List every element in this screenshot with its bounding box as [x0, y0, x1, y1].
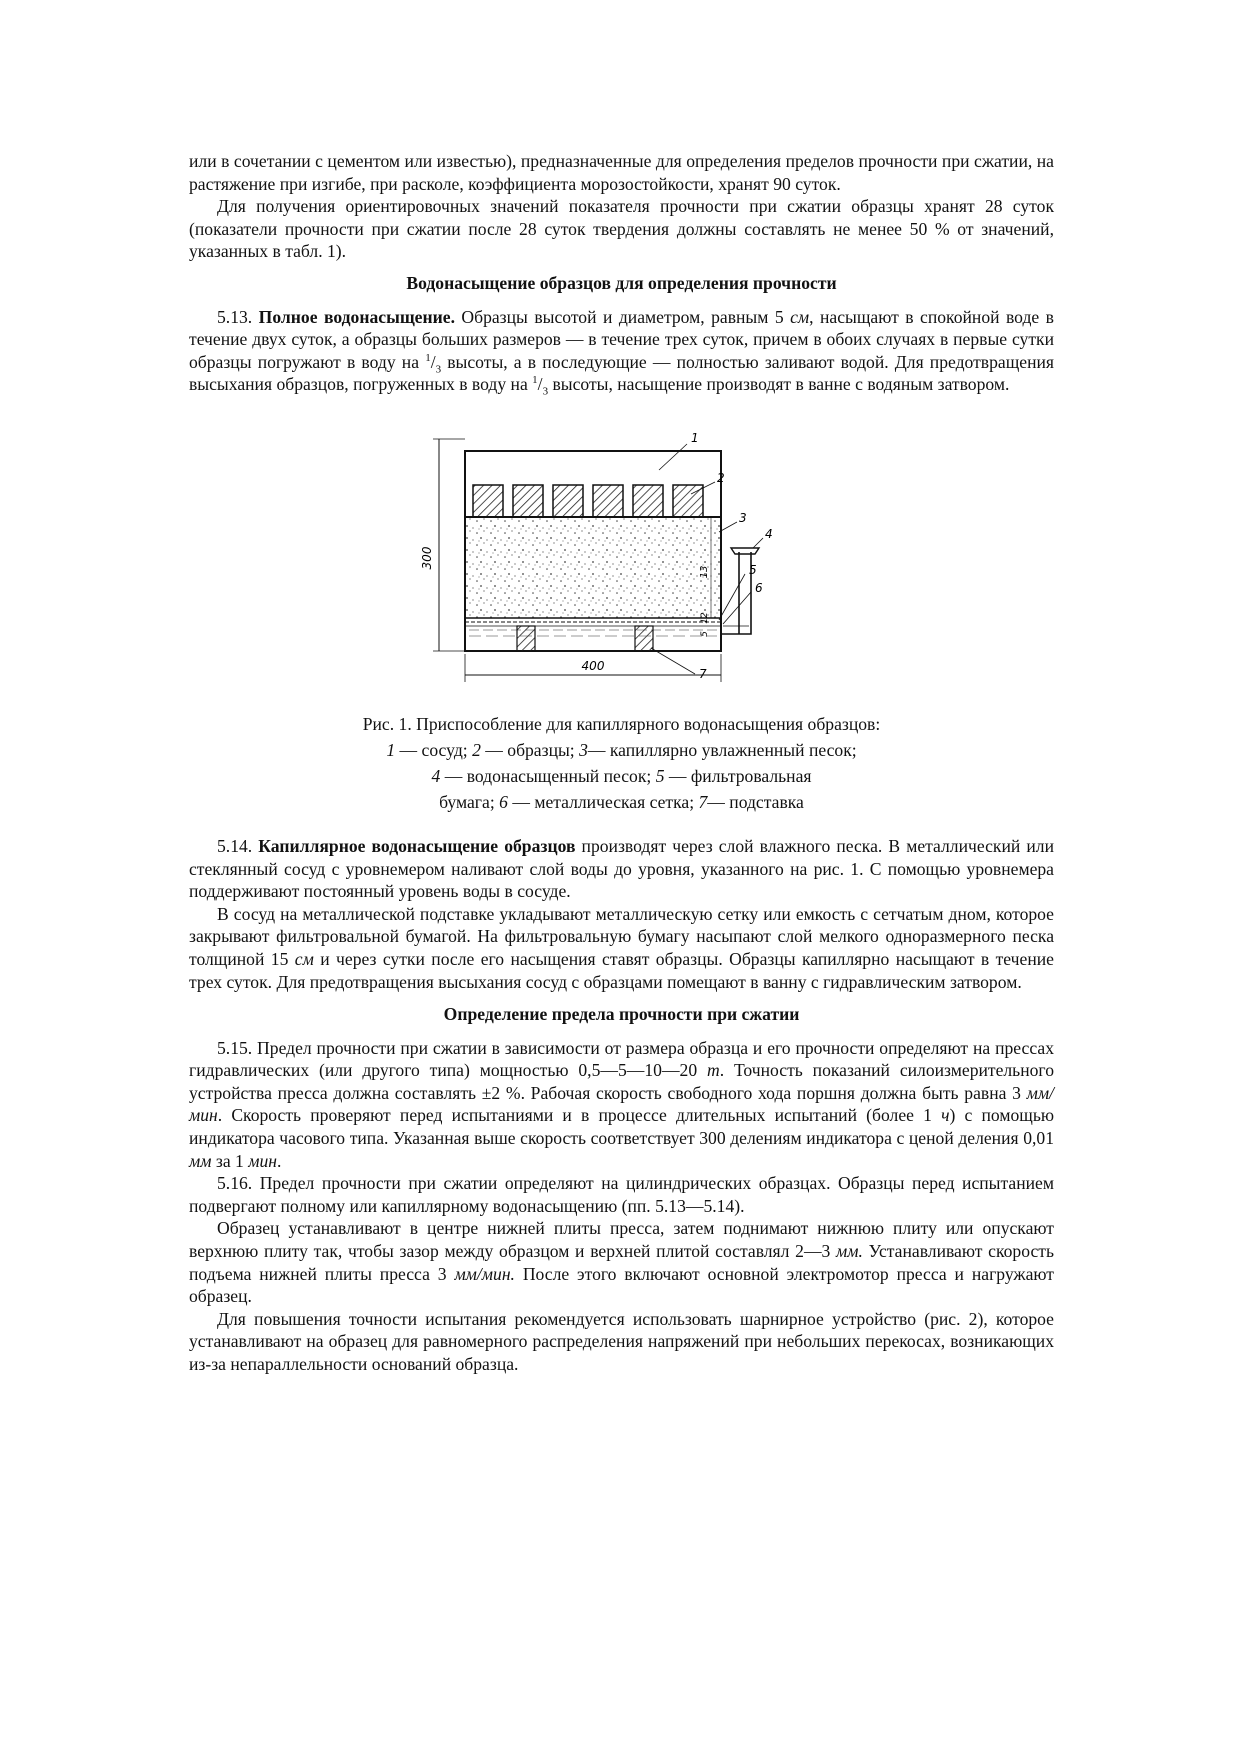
term-capillary-saturation: Капиллярное водонасыщение образцов [258, 835, 576, 856]
paragraph-5-16: 5.16. Предел прочности при сжатии определяют на цилиндрических образцах. Образцы перед испытанием подвергают полному или капиллярному водонасыщению (пп. 5.13—5.14). [189, 1173, 1054, 1216]
dim-5-label: 5 [700, 631, 710, 637]
document-page [189, 150, 1054, 1376]
label-1: 1 [691, 430, 699, 445]
figure-1-caption: Рис. 1. Приспособление для капиллярного водонасыщения образцов: 1 — сосуд; 2 — образцы; 3— капиллярно увлажненный песок; 4 — водонасыщенный песок; 5 — фильтровальная бумага; 6 — металлическая сетка; 7— подставка [362, 713, 881, 812]
samples [473, 485, 703, 517]
paragraph-5-16-c: Для повышения точности испытания рекомендуется использовать шарнирное устройство (рис. 2), которое устанавливают на образец для равномерного распределения напряжений при небольших перекосах, возникающих из-за непараллельности оснований образца. [189, 1308, 1054, 1374]
paragraph-5-13: 5.13. Полное водонасыщение. Образцы высотой и диаметром, равным 5 см, насыщают в спокойной воде в течение двух суток, а образцы больших размеров — в течение трех суток, причем в обоих случаях в первые сутки образцы погружают в воду на $^1/_3$ высоты, а в последующие — полностью заливают водой. Для предотвращения высыхания образцов, погруженных в воду на $^1/_3$ высоты, насыщение производят в ванне с водяным затвором. [189, 306, 1054, 398]
paragraph-intro-2: Для получения ориентировочных значений показателя прочности при сжатии образцы хранят 28 суток (показатели прочности при сжатии после 28 суток твердения должны составлять не менее 50 % от значений, указанных в табл. 1). [189, 196, 1054, 262]
section-heading-water-saturation: Водонасыщение образцов для определения прочности [406, 272, 837, 293]
term-full-saturation: Полное водонасыщение. [258, 306, 455, 327]
label-6: 6 [755, 580, 763, 595]
paragraph-5-14-b: В сосуд на металлической подставке укладывают металлическую сетку или емкость с сетчатым дном, которое закрывают фильтровальной бумагой. На фильтровальную бумагу насыпают слой мелкого одноразмерного песка толщиной 15 см и через сутки после его насыщения ставят образцы. Образцы капиллярно насыщают в течение трех суток. Для предотвращения высыхания сосуд с образцами помещают в ванну с гидравлическим затвором. [189, 903, 1054, 992]
label-4: 4 [765, 526, 773, 541]
dim-12-label: 12 [700, 612, 710, 624]
label-2: 2 [717, 470, 725, 485]
dim-width-label: 400 [581, 658, 605, 673]
paragraph-5-16-b: Образец устанавливают в центре нижней плиты пресса, затем поднимают нижнюю плиту или опускают верхнюю плиту так, чтобы зазор между образцом и верхней плитой составлял 2—3 мм. Устанавливают скорость подъема нижней плиты пресса 3 мм/мин. После этого включают основной электромотор пресса и нагружают образец. [189, 1218, 1054, 1307]
dim-height-label: 300 [420, 546, 434, 570]
section-heading-compression: Определение предела прочности при сжатии [443, 1004, 800, 1025]
dim-13-label: 13 [699, 565, 710, 579]
paragraph-intro-1: или в сочетании с цементом или известью), предназначенные для определения пределов прочности при сжатии, на растяжение при изгибе, при расколе, коэффициента морозостойкости, хранят 90 суток. [189, 151, 1054, 194]
paragraph-5-14: 5.14. Капиллярное водонасыщение образцов производят через слой влажного песка. В металлический или стеклянный сосуд с уровнемером наливают слой воды до уровня, указанного на рис. 1. С помощью уровнемера поддерживают постоянный уровень воды в сосуде. [189, 835, 1054, 902]
label-5: 5 [749, 562, 757, 577]
figure-1 [189, 422, 1054, 707]
label-3: 3 [739, 510, 747, 525]
paragraph-5-15: 5.15. Предел прочности при сжатии в зависимости от размера образца и его прочности определяют на прессах гидравлических (или другого типа) мощностью 0,5—5—10—20 т. Точность показаний силоизмерительного устройства пресса должна составлять ±2 %. Рабочая скорость свободного хода поршня должна быть равна 3 мм/мин. Скорость проверяют перед испытаниями и в процессе длительных испытаний (более 1 ч) с помощью индикатора часового типа. Указанная выше скорость соответствует 300 делениям индикатора с ценой деления 0,01 мм за 1 мин. [189, 1037, 1054, 1171]
capillary-saturation-device-drawing [419, 422, 789, 707]
label-7: 7 [699, 666, 707, 681]
